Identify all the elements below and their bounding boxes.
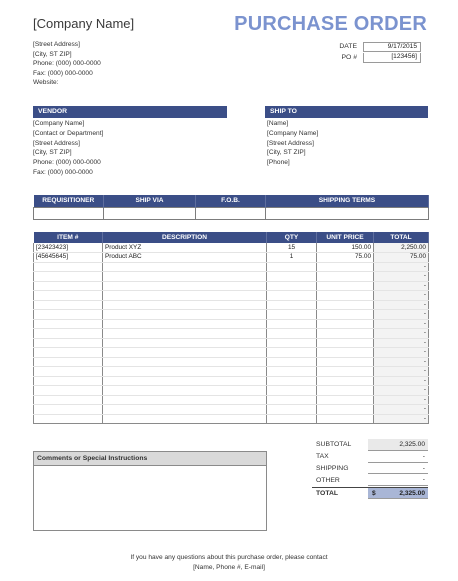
company-fax: Fax: (000) 000-0000 xyxy=(33,69,93,77)
line-total-cell: - xyxy=(374,329,429,339)
grand-total-value xyxy=(368,488,428,500)
qty-header: QTY xyxy=(267,232,317,243)
total-header: TOTAL xyxy=(374,232,429,243)
item-number-cell[interactable] xyxy=(34,281,103,291)
qty-cell[interactable] xyxy=(267,376,317,386)
description-cell[interactable] xyxy=(103,300,267,310)
line-total-cell: - xyxy=(374,367,429,377)
table-row xyxy=(34,395,429,405)
shipping-terms-cell[interactable] xyxy=(266,207,429,219)
table-row xyxy=(34,338,429,348)
item-number-cell[interactable] xyxy=(34,338,103,348)
ship-to-line[interactable]: [Street Address] xyxy=(267,139,314,147)
line-total-cell: - xyxy=(374,405,429,415)
unit-price-cell[interactable] xyxy=(317,357,374,367)
grand-total-label: TOTAL xyxy=(316,490,339,498)
item-number-cell[interactable] xyxy=(34,300,103,310)
table-row xyxy=(34,319,429,329)
item-number-cell[interactable] xyxy=(34,319,103,329)
grand-total-amount: 2,325.00 xyxy=(399,489,425,497)
ship-to-line[interactable]: [Name] xyxy=(267,120,289,127)
qty-cell[interactable] xyxy=(267,272,317,282)
footer-contact: [Name, Phone #, E-mail] xyxy=(193,564,265,571)
vendor-line[interactable]: [Contact or Department] xyxy=(33,129,104,137)
line-total-cell: - xyxy=(374,262,429,272)
company-city: [City, ST ZIP] xyxy=(33,50,72,58)
unit-price-cell[interactable]: 150.00 xyxy=(317,243,374,253)
qty-cell[interactable] xyxy=(267,386,317,396)
qty-cell[interactable] xyxy=(267,329,317,339)
description-cell[interactable] xyxy=(103,319,267,329)
table-row xyxy=(34,300,429,310)
item-number-cell[interactable] xyxy=(34,376,103,386)
fob-header: F.O.B. xyxy=(196,195,266,207)
footer-note: If you have any questions about this purchase order, please contact xyxy=(130,554,328,561)
qty-cell[interactable] xyxy=(267,291,317,301)
description-cell[interactable] xyxy=(103,281,267,291)
unit-price-cell[interactable] xyxy=(317,291,374,301)
description-header: DESCRIPTION xyxy=(103,232,267,243)
qty-cell[interactable] xyxy=(267,414,317,424)
description-cell[interactable] xyxy=(103,405,267,415)
currency-symbol: $ xyxy=(372,489,376,497)
qty-cell[interactable] xyxy=(267,300,317,310)
line-total-cell: - xyxy=(374,338,429,348)
table-row xyxy=(34,367,429,377)
table-row xyxy=(34,386,429,396)
ship-to-line[interactable]: [Phone] xyxy=(267,159,290,167)
shipping-table xyxy=(33,195,429,220)
ship-to-block xyxy=(267,119,318,168)
unit-price-cell[interactable] xyxy=(317,348,374,358)
po-number-label: PO # xyxy=(341,54,357,61)
table-row xyxy=(34,272,429,282)
unit-price-cell[interactable] xyxy=(317,300,374,310)
line-total-cell: - xyxy=(374,395,429,405)
description-cell[interactable] xyxy=(103,395,267,405)
qty-cell[interactable] xyxy=(267,281,317,291)
line-total-cell: - xyxy=(374,357,429,367)
line-total-cell: - xyxy=(374,272,429,282)
table-row xyxy=(34,376,429,386)
table-row xyxy=(34,405,429,415)
item-number-cell[interactable] xyxy=(34,291,103,301)
line-total-cell: - xyxy=(374,300,429,310)
unit-price-cell[interactable] xyxy=(317,262,374,272)
item-number-cell[interactable] xyxy=(34,405,103,415)
description-cell[interactable] xyxy=(103,386,267,396)
requisitioner-header: REQUISITIONER xyxy=(34,195,104,207)
table-row xyxy=(34,262,429,272)
company-name: [Company Name] xyxy=(33,16,135,31)
shipping-value[interactable]: - xyxy=(368,463,428,475)
date-label: DATE xyxy=(339,43,357,50)
other-value[interactable]: - xyxy=(368,474,428,486)
tax-value[interactable]: - xyxy=(368,451,428,463)
subtotal-value: 2,325.00 xyxy=(368,439,428,451)
item-number-header: ITEM # xyxy=(34,232,103,243)
unit-price-cell[interactable]: 75.00 xyxy=(317,253,374,263)
unit-price-cell[interactable] xyxy=(317,376,374,386)
table-row xyxy=(34,329,429,339)
qty-cell[interactable] xyxy=(267,319,317,329)
line-total-cell: - xyxy=(374,291,429,301)
line-total-cell: - xyxy=(374,386,429,396)
item-number-cell[interactable] xyxy=(34,329,103,339)
unit-price-cell[interactable] xyxy=(317,414,374,424)
ship-via-header: SHIP VIA xyxy=(104,195,196,207)
unit-price-cell[interactable] xyxy=(317,338,374,348)
unit-price-cell[interactable] xyxy=(317,272,374,282)
item-number-cell[interactable] xyxy=(34,367,103,377)
qty-cell[interactable]: 15 xyxy=(267,243,317,253)
item-number-cell[interactable] xyxy=(34,414,103,424)
ship-to-heading: SHIP TO xyxy=(265,106,428,118)
table-row xyxy=(34,357,429,367)
item-number-cell[interactable] xyxy=(34,395,103,405)
document-title: PURCHASE ORDER xyxy=(234,13,427,35)
comments-box[interactable] xyxy=(33,451,267,531)
item-number-cell[interactable] xyxy=(34,262,103,272)
shipping-label: SHIPPING xyxy=(316,464,349,472)
table-row xyxy=(34,281,429,291)
line-total-cell: 75.00 xyxy=(374,253,429,263)
company-street: [Street Address] xyxy=(33,41,80,48)
line-total-cell: - xyxy=(374,319,429,329)
qty-cell[interactable] xyxy=(267,338,317,348)
item-number-cell[interactable] xyxy=(34,386,103,396)
table-row xyxy=(34,243,429,253)
qty-cell[interactable] xyxy=(267,262,317,272)
vendor-line[interactable]: Phone: (000) 000-0000 xyxy=(33,159,101,167)
shipping-terms-header: SHIPPING TERMS xyxy=(266,195,429,207)
item-number-cell[interactable]: [23423423] xyxy=(34,243,103,253)
vendor-line[interactable]: Fax: (000) 000-0000 xyxy=(33,168,93,176)
ship-to-line[interactable]: [Company Name] xyxy=(267,129,319,137)
qty-cell[interactable] xyxy=(267,395,317,405)
description-cell[interactable] xyxy=(103,329,267,339)
vendor-line[interactable]: [City, ST ZIP] xyxy=(33,149,72,157)
item-number-cell[interactable] xyxy=(34,357,103,367)
order-meta xyxy=(318,41,421,63)
subtotal-label: SUBTOTAL xyxy=(316,441,352,449)
table-row xyxy=(34,253,429,263)
table-row xyxy=(34,291,429,301)
qty-cell[interactable] xyxy=(267,348,317,358)
qty-cell[interactable]: 1 xyxy=(267,253,317,263)
description-cell[interactable]: Product XYZ xyxy=(103,243,267,253)
line-total-cell: - xyxy=(374,348,429,358)
line-total-cell: - xyxy=(374,376,429,386)
table-row xyxy=(34,414,429,424)
items-table xyxy=(33,232,429,424)
line-total-cell: - xyxy=(374,281,429,291)
ship-to-line[interactable]: [City, ST ZIP] xyxy=(267,149,306,157)
unit-price-cell[interactable] xyxy=(317,319,374,329)
item-number-cell[interactable] xyxy=(34,348,103,358)
description-cell[interactable] xyxy=(103,262,267,272)
company-address xyxy=(33,40,101,88)
qty-cell[interactable] xyxy=(267,405,317,415)
tax-label: TAX xyxy=(316,453,329,461)
table-row xyxy=(34,310,429,320)
vendor-line[interactable]: [Company Name] xyxy=(33,120,85,127)
other-label: OTHER xyxy=(316,476,340,484)
description-cell[interactable] xyxy=(103,348,267,358)
vendor-line[interactable]: [Street Address] xyxy=(33,139,80,147)
description-cell[interactable] xyxy=(103,310,267,320)
line-total-cell: - xyxy=(374,414,429,424)
qty-cell[interactable] xyxy=(267,357,317,367)
unit-price-cell[interactable] xyxy=(317,395,374,405)
table-row xyxy=(34,348,429,358)
date-field[interactable]: 9/17/2015 xyxy=(363,42,421,52)
qty-cell[interactable] xyxy=(267,367,317,377)
fob-cell[interactable] xyxy=(196,207,266,219)
unit-price-cell[interactable] xyxy=(317,329,374,339)
unit-price-cell[interactable] xyxy=(317,386,374,396)
totals-block xyxy=(312,439,428,499)
unit-price-cell[interactable] xyxy=(317,310,374,320)
item-number-cell[interactable] xyxy=(34,272,103,282)
unit-price-cell[interactable] xyxy=(317,405,374,415)
qty-cell[interactable] xyxy=(267,310,317,320)
footer xyxy=(0,553,458,573)
vendor-block xyxy=(33,119,103,178)
description-cell[interactable] xyxy=(103,272,267,282)
description-cell[interactable] xyxy=(103,414,267,424)
unit-price-cell[interactable] xyxy=(317,367,374,377)
description-cell[interactable] xyxy=(103,376,267,386)
description-cell[interactable] xyxy=(103,291,267,301)
unit-price-header: UNIT PRICE xyxy=(317,232,374,243)
comments-heading: Comments or Special Instructions xyxy=(34,452,266,466)
description-cell[interactable]: Product ABC xyxy=(103,253,267,263)
line-total-cell: 2,250.00 xyxy=(374,243,429,253)
requisitioner-cell[interactable] xyxy=(34,207,104,219)
company-phone: Phone: (000) 000-0000 xyxy=(33,60,101,68)
description-cell[interactable] xyxy=(103,367,267,377)
description-cell[interactable] xyxy=(103,357,267,367)
line-total-cell: - xyxy=(374,310,429,320)
description-cell[interactable] xyxy=(103,338,267,348)
po-number-field[interactable]: [123456] xyxy=(363,53,421,63)
item-number-cell[interactable] xyxy=(34,310,103,320)
ship-via-cell[interactable] xyxy=(104,207,196,219)
company-website: Website: xyxy=(33,79,59,87)
vendor-heading: VENDOR xyxy=(33,106,227,118)
unit-price-cell[interactable] xyxy=(317,281,374,291)
item-number-cell[interactable]: [45645645] xyxy=(34,253,103,263)
